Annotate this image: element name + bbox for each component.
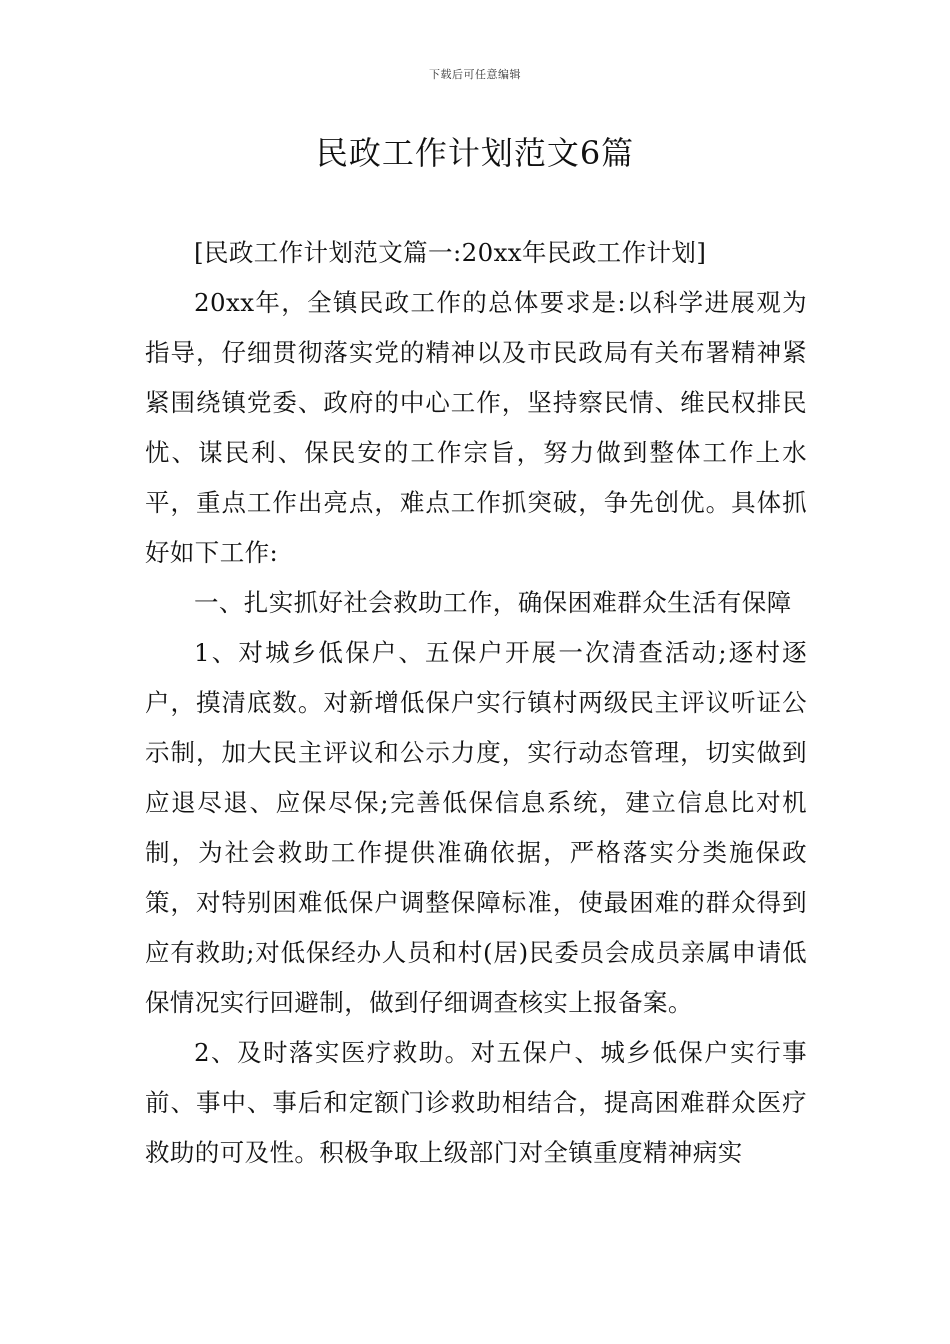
header-note: 下载后可任意编辑 bbox=[429, 68, 521, 81]
paragraph-overview: 20xx年，全镇民政工作的总体要求是:以科学进展观为指导，仔细贯彻落实党的精神以及市民政局有关布署精神紧紧围绕镇党委、政府的中心工作，坚持察民情、维民权排民忧、谋民利、保民安的工作宗旨，努力做到整体工作上水平，重点工作出亮点，难点工作抓突破，争先创优。具体抓好如下工作: bbox=[145, 288, 807, 567]
paragraph-item-2: 2、及时落实医疗救助。对五保户、城乡低保户实行事前、事中、事后和定额门诊救助相结合，提高困难群众医疗救助的可及性。积极争取上级部门对全镇重度精神病实 bbox=[145, 1038, 807, 1167]
paragraph-part-one-heading: 一、扎实抓好社会救助工作，确保困难群众生活有保障 bbox=[194, 588, 792, 617]
paragraph-item-1: 1、对城乡低保户、五保户开展一次清查活动;逐村逐户，摸清底数。对新增低保户实行镇村两级民主评议听证公示制，加大民主评议和公示力度，实行动态管理，切实做到应退尽退、应保尽保;完善低保信息系统，建立信息比对机制，为社会救助工作提供准确依据，严格落实分类施保政策，对特别困难低保户调整保障标准，使最困难的群众得到应有救助;对低保经办人员和村(居)民委员会成员亲属申请低保情况实行回避制，做到仔细调查核实上报备案。 bbox=[145, 638, 807, 1017]
paragraph-section-heading: [民政工作计划范文篇一:20xx年民政工作计划] bbox=[194, 238, 707, 267]
document-body bbox=[145, 228, 807, 1178]
document-title: 民政工作计划范文6篇 bbox=[315, 134, 635, 172]
